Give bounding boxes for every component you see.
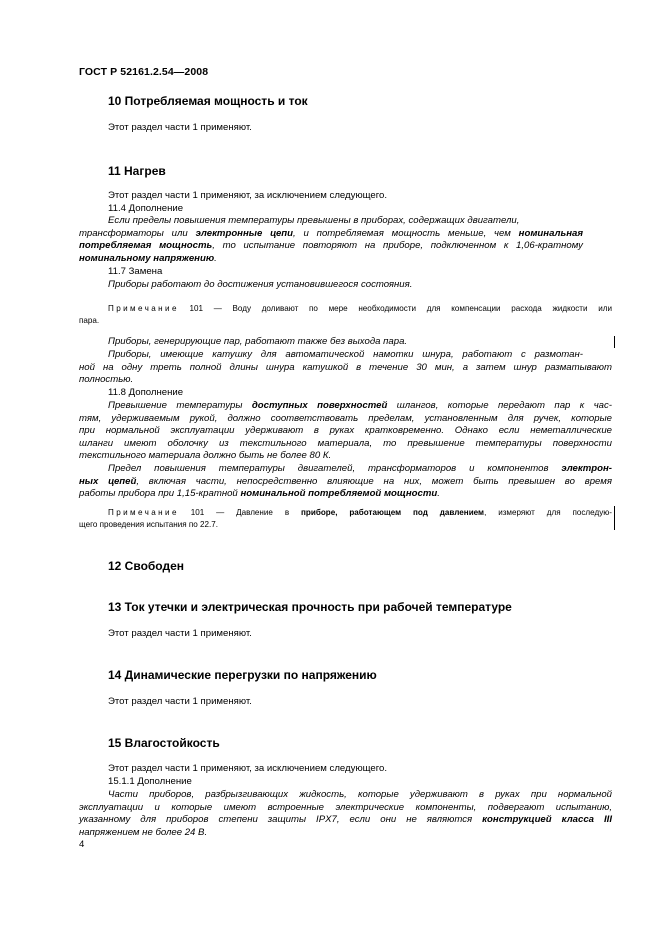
clause-11-7-text: Приборы работают до достижения установившегося состояния.: [108, 279, 413, 290]
note-11-7-line2: пара.: [79, 316, 100, 325]
clause-11-4-line4: номинальному напряжению.: [79, 252, 217, 264]
clause-11-7-label: 11.7 Замена: [108, 266, 163, 277]
clause-11-8-line6: Предел повышения температуры двигателей, трансформаторов и компонентов электрон-: [108, 462, 612, 474]
clause-15-1-1-body: [79, 789, 612, 839]
cord-line2: ной на одну треть полной длины шнура катушкой в течение 30 мин, а затем шнур разматывают: [79, 361, 612, 373]
clause-11-8-body: [79, 400, 612, 501]
section-11-title: 11 Нагрев: [108, 164, 166, 178]
section-15-title: 15 Влагостойкость: [108, 736, 220, 750]
clause-11-8-line2: тям, удерживаемым рукой, должно соответствовать пределам, установленным для ручек, которые: [79, 412, 612, 424]
clause-11-8-label: 11.8 Дополнение: [108, 387, 184, 398]
page-number: 4: [79, 839, 85, 850]
standard-header: ГОСТ Р 52161.2.54—2008: [79, 66, 209, 78]
note-11-7: [79, 303, 612, 327]
clause-11-4-line3: потребляемая мощность, то испытание повторяют на приборе, подключенном к 1,06-кратному: [79, 240, 583, 252]
section-14-title: 14 Динамические перегрузки по напряжению: [108, 668, 377, 682]
clause-11-4-line2: трансформаторы или электронные цепи, и потребляемая мощность меньше, чем номинальная: [79, 227, 583, 239]
note-11-8-line2: щего проведения испытания по 22.7.: [79, 520, 219, 529]
clause-15-1-1-line2: эксплуатации и которые имеют встроенные электрические компоненты, подвергают испытанию,: [79, 801, 612, 813]
change-bar: [614, 506, 615, 530]
note-11-7-line1: Примечание 101 — Воду доливают по мере необходимости для компенсации расхода жидкости или: [108, 304, 612, 313]
cord-line1: Приборы, имеющие катушку для автоматической намотки шнура, работают с размотан-: [108, 349, 583, 360]
clause-11-8-line4: шланги имеют оболочку из текстильного материала, то превышение температуры поверхности: [79, 437, 612, 449]
clause-11-4-label: 11.4 Дополнение: [108, 202, 184, 214]
clause-11-8-line7: ных цепей, включая части, непосредственно влияющие на них, может быть превышен во время: [79, 475, 612, 487]
section-10-title: 10 Потребляемая мощность и ток: [108, 94, 308, 108]
clause-11-7-cord: [79, 349, 612, 387]
section-11-body: [108, 190, 519, 228]
clause-11-8-line1: Превышение температуры доступных поверхностей шлангов, которые передают пар к час-: [108, 400, 613, 411]
section-13-title: 13 Ток утечки и электрическая прочность при рабочей температуре: [108, 600, 512, 614]
clause-15-1-1-label: 15.1.1 Дополнение: [108, 776, 192, 787]
section-13-text: Этот раздел части 1 применяют.: [108, 628, 252, 639]
clause-11-4-continued: [79, 228, 583, 266]
section-14-text: Этот раздел части 1 применяют.: [108, 696, 252, 707]
clause-15-1-1-line1: Части приборов, разбрызгивающих жидкость, которые удерживают в руках при нормальной: [108, 789, 612, 800]
clause-15-1-1-line4: напряжением не более 24 В.: [79, 826, 208, 838]
clause-11-8-line5: текстильного материала должно быть не более 80 К.: [79, 450, 332, 462]
section-11-intro: Этот раздел части 1 применяют, за исключением следующего.: [108, 190, 388, 201]
note-11-8-line1: Примечание 101 — Давление в приборе, работающем под давлением, измеряют для последую-: [108, 508, 613, 517]
clause-11-8-line8: работы прибора при 1,15-кратной номинальной потребляемой мощности.: [79, 488, 440, 500]
section-15-intro: Этот раздел части 1 применяют, за исключением следующего.: [108, 763, 388, 774]
note-11-8: [79, 507, 612, 531]
clause-11-8-line3: при нормальной эксплуатации удерживают в руках кратковременно. Однако если неметаллические: [79, 425, 612, 437]
section-12-title: 12 Свободен: [108, 559, 185, 573]
change-bar: [614, 336, 615, 348]
clause-11-4-line1: Если пределы повышения температуры превышены в приборах, содержащих двигатели,: [108, 215, 520, 227]
clause-15-1-1-line3: указанному для приборов степени защиты IPX7, если они не являются конструкцией класса III: [79, 814, 613, 826]
section-10-text: Этот раздел части 1 применяют.: [108, 122, 252, 133]
cord-line3: полностью.: [79, 374, 134, 386]
clause-11-7-steam: Приборы, генерирующие пар, работают также без выхода пара.: [108, 336, 408, 347]
